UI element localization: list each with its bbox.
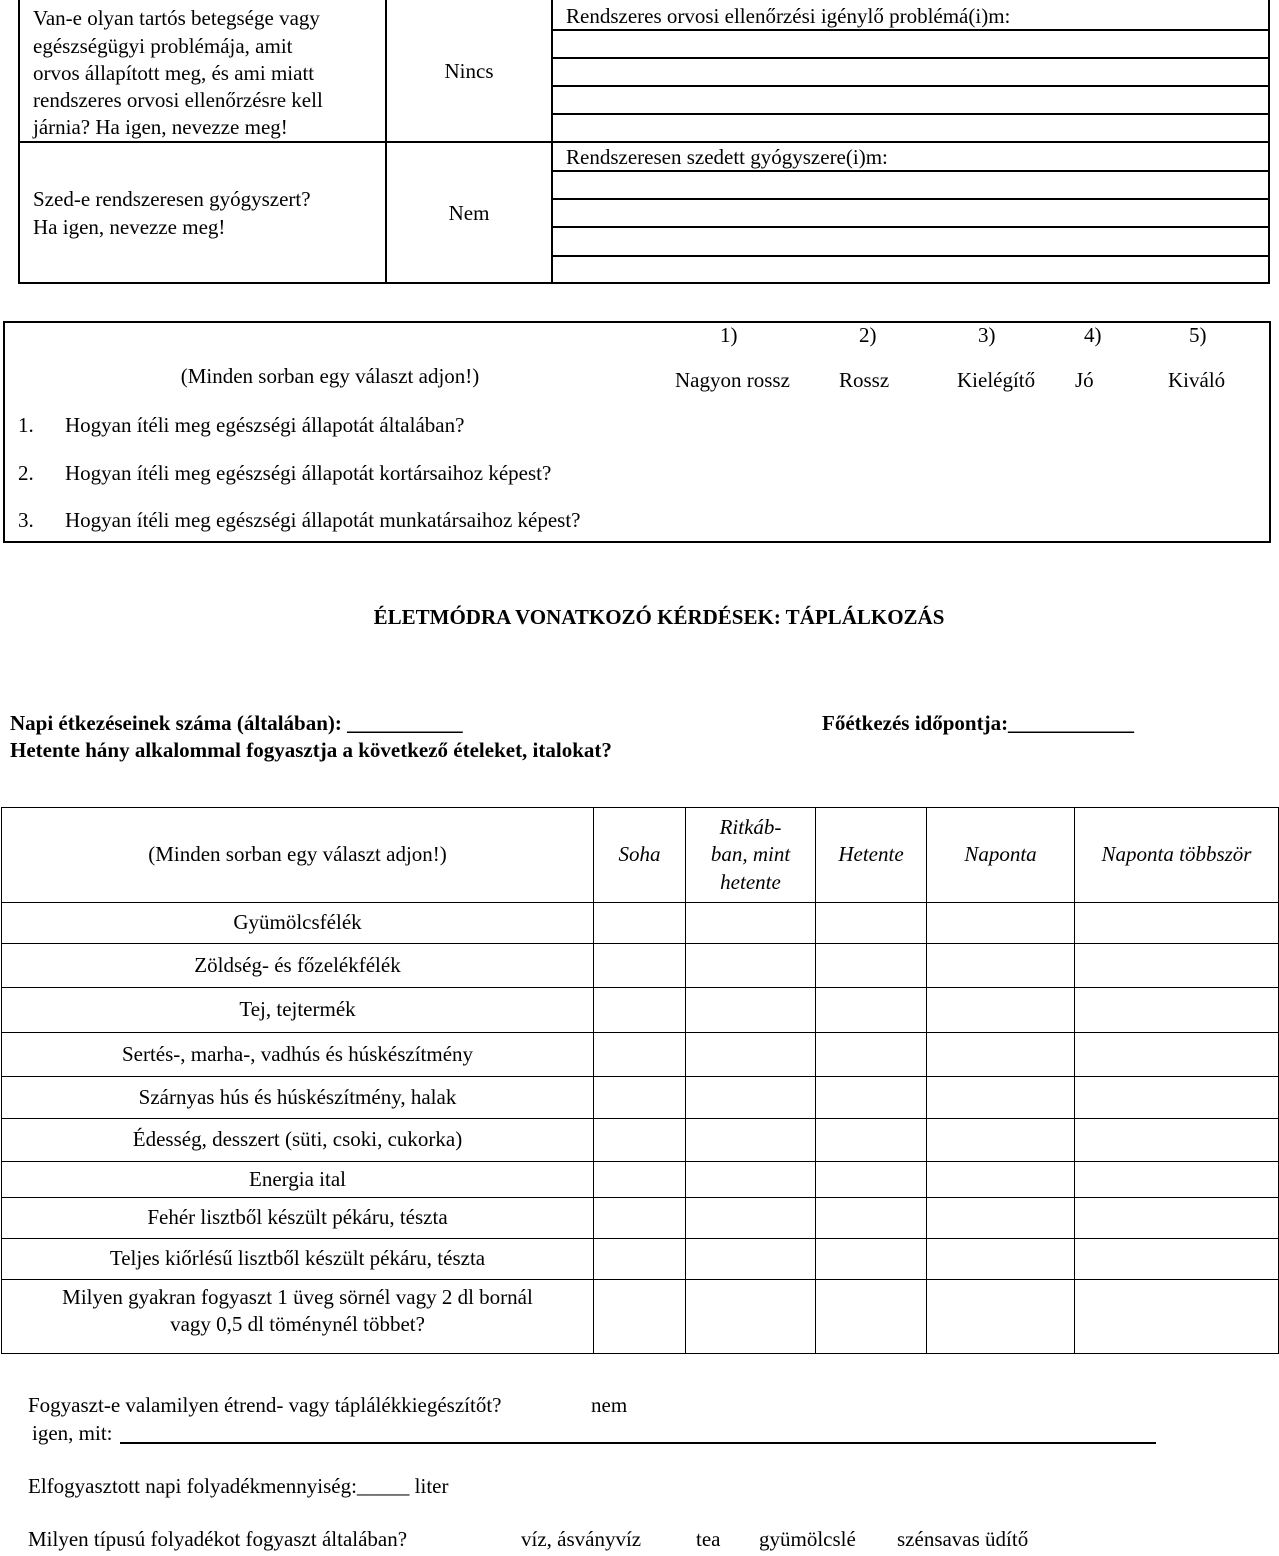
main-meal-time-field[interactable]: Főétkezés időpontja:____________ bbox=[822, 711, 1135, 735]
food-item-label: Zöldség- és főzelékfélék bbox=[2, 944, 594, 988]
answer-cell[interactable] bbox=[594, 1119, 686, 1162]
supplement-answer-line[interactable] bbox=[120, 1442, 1156, 1444]
supplement-yes-label[interactable]: igen, mit: bbox=[32, 1421, 113, 1445]
row-divider bbox=[18, 141, 1270, 143]
rating-question-peers: Hogyan ítéli meg egészségi állapotát kortársaihoz képest? bbox=[65, 461, 552, 485]
rating-question-number: 2. bbox=[18, 461, 34, 485]
answer-cell[interactable] bbox=[816, 1239, 927, 1280]
fluid-option-tea[interactable]: tea bbox=[696, 1527, 721, 1551]
chronic-question-line: járnia? Ha igen, nevezze meg! bbox=[33, 115, 288, 139]
answer-cell[interactable] bbox=[594, 944, 686, 988]
rating-question-number: 1. bbox=[18, 413, 34, 437]
answer-cell[interactable] bbox=[686, 1077, 816, 1119]
answer-cell[interactable] bbox=[686, 1239, 816, 1280]
table-row bbox=[2, 1280, 1279, 1354]
table-row bbox=[2, 1198, 1279, 1239]
answer-cell[interactable] bbox=[594, 1162, 686, 1198]
answer-cell[interactable] bbox=[686, 944, 816, 988]
answer-cell[interactable] bbox=[1075, 1119, 1279, 1162]
answer-line bbox=[551, 57, 1270, 59]
food-item-label: Energia ital bbox=[2, 1162, 594, 1198]
col-never: Soha bbox=[594, 808, 686, 903]
table-row bbox=[2, 1119, 1279, 1162]
table-row bbox=[2, 988, 1279, 1033]
answer-cell[interactable] bbox=[927, 1033, 1075, 1077]
col-weekly: Hetente bbox=[816, 808, 927, 903]
medication-question-line: Ha igen, nevezze meg! bbox=[33, 215, 226, 239]
answer-cell[interactable] bbox=[816, 1077, 927, 1119]
answer-cell[interactable] bbox=[1075, 944, 1279, 988]
alcohol-question bbox=[2, 1280, 594, 1354]
answer-cell[interactable] bbox=[686, 1119, 816, 1162]
food-item-label: Teljes kiőrlésű lisztből készült pékáru, tészta bbox=[2, 1239, 594, 1280]
answer-cell[interactable] bbox=[1075, 1239, 1279, 1280]
food-item-label: Fehér lisztből készült pékáru, tészta bbox=[2, 1198, 594, 1239]
answer-line bbox=[551, 113, 1270, 115]
food-item-label: Sertés-, marha-, vadhús és húskészítmény bbox=[2, 1033, 594, 1077]
fluid-option-soda[interactable]: szénsavas üdítő bbox=[897, 1527, 1029, 1551]
col-header-line: ban, mint bbox=[710, 842, 791, 867]
scale-label-satisfactory[interactable]: Kielégítő bbox=[957, 368, 1036, 392]
answer-cell[interactable] bbox=[594, 1033, 686, 1077]
answer-cell[interactable] bbox=[927, 988, 1075, 1033]
col-header-line: hetente bbox=[720, 869, 781, 894]
answer-cell[interactable] bbox=[816, 903, 927, 944]
food-item-label: Gyümölcsfélék bbox=[2, 903, 594, 944]
answer-line bbox=[551, 85, 1270, 87]
answer-cell[interactable] bbox=[1075, 1280, 1279, 1354]
chronic-question-line: Van-e olyan tartós betegsége vagy bbox=[33, 6, 320, 30]
answer-cell[interactable] bbox=[686, 1280, 816, 1354]
table-header-row bbox=[2, 808, 1279, 903]
scale-label-excellent[interactable]: Kiváló bbox=[1168, 368, 1226, 392]
answer-cell[interactable] bbox=[927, 1119, 1075, 1162]
answer-cell[interactable] bbox=[927, 1280, 1075, 1354]
answer-cell[interactable] bbox=[927, 1239, 1075, 1280]
fluid-amount-field[interactable]: Elfogyasztott napi folyadékmennyiség:_____ liter bbox=[28, 1474, 449, 1498]
col-header-line: Ritkáb- bbox=[719, 815, 782, 840]
scale-label-very-bad[interactable]: Nagyon rossz bbox=[675, 368, 790, 392]
answer-cell[interactable] bbox=[686, 988, 816, 1033]
answer-line bbox=[551, 170, 1270, 172]
medication-question-line: Szed-e rendszeresen gyógyszert? bbox=[33, 187, 311, 211]
medication-no-option[interactable]: Nem bbox=[448, 201, 490, 225]
table-row bbox=[2, 903, 1279, 944]
rating-question-general: Hogyan ítéli meg egészségi állapotát általában? bbox=[65, 413, 465, 437]
scale-number: 1) bbox=[720, 323, 738, 347]
answer-cell[interactable] bbox=[816, 1119, 927, 1162]
fluid-option-water[interactable]: víz, ásványvíz bbox=[521, 1527, 642, 1551]
answer-cell[interactable] bbox=[594, 1198, 686, 1239]
answer-cell[interactable] bbox=[686, 1198, 816, 1239]
answer-cell[interactable] bbox=[816, 944, 927, 988]
answer-cell[interactable] bbox=[594, 1077, 686, 1119]
answer-cell[interactable] bbox=[927, 1162, 1075, 1198]
scale-number: 2) bbox=[859, 323, 877, 347]
table-instruction: (Minden sorban egy választ adjon!) bbox=[2, 808, 594, 903]
col-daily-multiple: Naponta többször bbox=[1075, 808, 1279, 903]
food-item-label: Szárnyas hús és húskészítmény, halak bbox=[2, 1077, 594, 1119]
answer-cell[interactable] bbox=[686, 903, 816, 944]
answer-cell[interactable] bbox=[1075, 1162, 1279, 1198]
answer-cell[interactable] bbox=[927, 1198, 1075, 1239]
scale-number: 4) bbox=[1084, 323, 1102, 347]
answer-line bbox=[551, 255, 1270, 257]
answer-line bbox=[551, 226, 1270, 228]
rating-instruction: (Minden sorban egy választ adjon!) bbox=[180, 364, 480, 388]
table-row bbox=[2, 1239, 1279, 1280]
answer-cell[interactable] bbox=[686, 1162, 816, 1198]
answer-cell[interactable] bbox=[1075, 1198, 1279, 1239]
answer-cell[interactable] bbox=[927, 903, 1075, 944]
col-daily: Naponta bbox=[927, 808, 1075, 903]
scale-number: 5) bbox=[1189, 323, 1207, 347]
answer-cell[interactable] bbox=[1075, 903, 1279, 944]
answer-cell[interactable] bbox=[1075, 1033, 1279, 1077]
table-row bbox=[2, 1162, 1279, 1198]
scale-label-good[interactable]: Jó bbox=[1075, 368, 1094, 392]
alcohol-question-line: Milyen gyakran fogyaszt 1 üveg sörnél vagy 2 dl bornál bbox=[62, 1285, 533, 1309]
chronic-question-line: rendszeres orvosi ellenőrzésre kell bbox=[33, 88, 323, 112]
answer-cell[interactable] bbox=[816, 1198, 927, 1239]
answer-cell[interactable] bbox=[1075, 1077, 1279, 1119]
answer-cell[interactable] bbox=[816, 988, 927, 1033]
rating-question-colleagues: Hogyan ítéli meg egészségi állapotát munkatársaihoz képest? bbox=[65, 508, 581, 532]
supplement-no-option[interactable]: nem bbox=[591, 1393, 628, 1417]
section-title: ÉLETMÓDRA VONATKOZÓ KÉRDÉSEK: TÁPLÁLKOZÁS bbox=[373, 605, 945, 629]
answer-cell[interactable] bbox=[816, 1033, 927, 1077]
food-frequency-table bbox=[1, 807, 1279, 1354]
alcohol-question-line: vagy 0,5 dl töménynél többet? bbox=[170, 1312, 425, 1337]
answer-cell[interactable] bbox=[927, 1077, 1075, 1119]
answer-cell[interactable] bbox=[1075, 988, 1279, 1033]
answer-cell[interactable] bbox=[594, 1239, 686, 1280]
scale-label-bad[interactable]: Rossz bbox=[839, 368, 890, 392]
col-less-than-weekly bbox=[686, 808, 816, 903]
table-row bbox=[2, 944, 1279, 988]
chronic-no-option[interactable]: Nincs bbox=[444, 59, 494, 83]
supplement-question: Fogyaszt-e valamilyen étrend- vagy táplálékkiegészítőt? bbox=[28, 1393, 502, 1417]
answer-cell[interactable] bbox=[816, 1280, 927, 1354]
weekly-question: Hetente hány alkalommal fogyasztja a következő ételeket, italokat? bbox=[10, 738, 612, 762]
fluid-type-question: Milyen típusú folyadékot fogyaszt általában? bbox=[28, 1527, 408, 1551]
answer-line bbox=[551, 198, 1270, 200]
meal-count-field[interactable]: Napi étkezéseinek száma (általában): ___________ bbox=[10, 711, 463, 735]
table-row bbox=[2, 1033, 1279, 1077]
food-item-label: Tej, tejtermék bbox=[2, 988, 594, 1033]
answer-cell[interactable] bbox=[927, 944, 1075, 988]
food-item-label: Édesség, desszert (süti, csoki, cukorka) bbox=[2, 1119, 594, 1162]
answer-cell[interactable] bbox=[686, 1033, 816, 1077]
rating-question-number: 3. bbox=[18, 508, 34, 532]
answer-cell[interactable] bbox=[594, 988, 686, 1033]
chronic-answer-label: Rendszeres orvosi ellenőrzési igénylő problémá(i)m: bbox=[566, 4, 1011, 28]
fluid-option-juice[interactable]: gyümölcslé bbox=[759, 1527, 856, 1551]
answer-cell[interactable] bbox=[816, 1162, 927, 1198]
medication-answer-label: Rendszeresen szedett gyógyszere(i)m: bbox=[566, 145, 888, 169]
answer-cell[interactable] bbox=[594, 1280, 686, 1354]
answer-line bbox=[551, 29, 1270, 31]
scale-number: 3) bbox=[978, 323, 996, 347]
chronic-question-line: egészségügyi problémája, amit bbox=[33, 34, 293, 58]
chronic-question-line: orvos állapított meg, és ami miatt bbox=[33, 61, 315, 85]
table-row bbox=[2, 1077, 1279, 1119]
answer-cell[interactable] bbox=[594, 903, 686, 944]
